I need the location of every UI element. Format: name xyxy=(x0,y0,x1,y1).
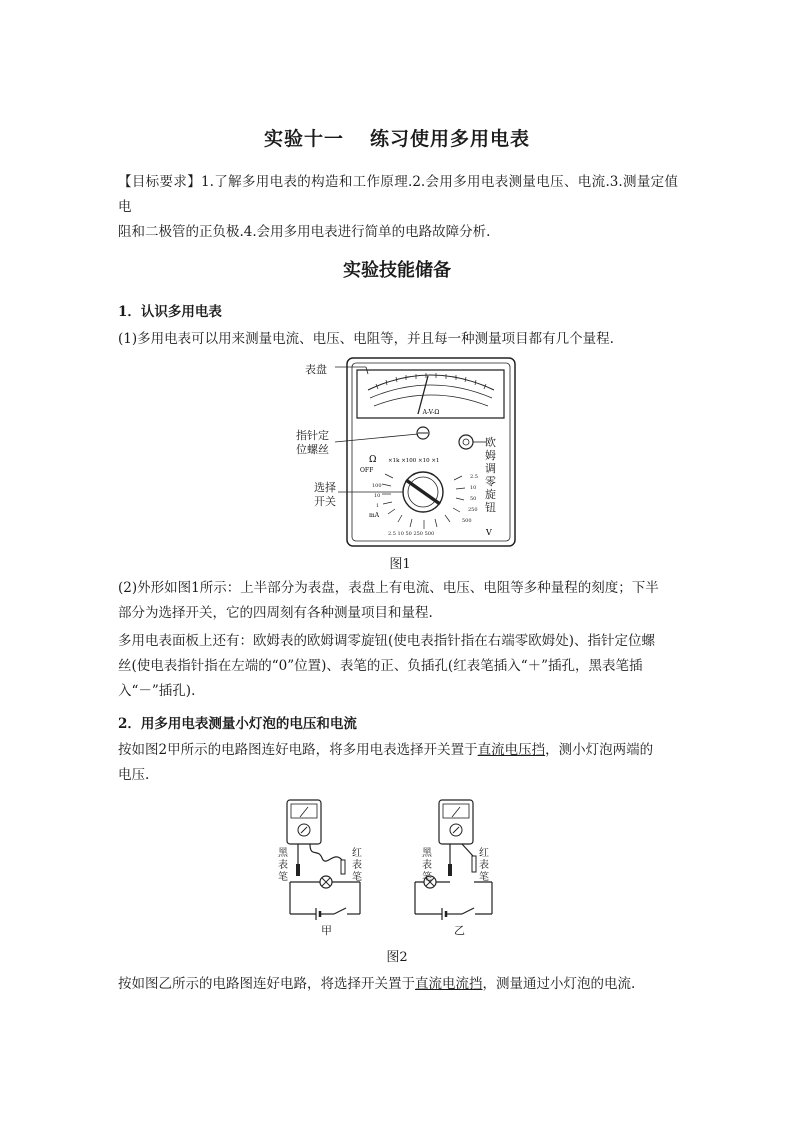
section2-p2 xyxy=(118,972,678,997)
goal-text-2: 阻和二极管的正负极.4.会用多用电表进行简单的电路故障分析. xyxy=(118,224,491,240)
circuit-a xyxy=(287,800,360,920)
black-probe-label-b: 黑表笔 xyxy=(422,848,432,883)
svg-text:1: 1 xyxy=(376,503,380,509)
section1-p3-line3: 入“－”插孔). xyxy=(118,683,196,699)
svg-text:10: 10 xyxy=(470,485,477,491)
section-title: 实验技能储备 xyxy=(343,260,451,281)
section2-p1-line1 xyxy=(118,738,678,763)
s2-post: ，测小灯泡两端的 xyxy=(545,742,654,758)
section2-p1-line2: 电压. xyxy=(118,767,150,783)
svg-text:100: 100 xyxy=(372,483,382,489)
section2-p1 xyxy=(118,738,678,788)
label-screw xyxy=(296,429,329,457)
red-probe-label-a: 红表笔 xyxy=(352,848,362,883)
page-title xyxy=(0,124,794,151)
svg-text:2.5 10 50 250 500: 2.5 10 50 250 500 xyxy=(388,531,435,537)
svg-text:2.5: 2.5 xyxy=(470,474,478,480)
off-label: OFF xyxy=(360,467,374,474)
ma-label: mA xyxy=(369,512,380,519)
goal-label: 【目标要求】 xyxy=(118,174,202,190)
goal-paragraph xyxy=(118,170,678,245)
goal-line1 xyxy=(118,170,678,220)
label-screw-1: 指针定 xyxy=(296,429,329,442)
s2-last-underline: 直流电流挡 xyxy=(415,976,483,992)
circuit-b-label: 乙 xyxy=(454,924,465,937)
label-screw-2: 位螺丝 xyxy=(296,443,329,456)
title-part1: 实验十一 xyxy=(263,128,344,150)
svg-text:250: 250 xyxy=(468,507,478,513)
label-switch-2: 开关 xyxy=(314,495,336,508)
s2-last-post: ，测量通过小灯泡的电流. xyxy=(482,976,636,992)
svg-text:500: 500 xyxy=(462,518,472,524)
omega-symbol: Ω xyxy=(369,455,377,465)
ohm-adjust-knob xyxy=(459,435,473,449)
section2-heading: 2．用多用电表测量小灯泡的电压和电流 xyxy=(118,716,357,732)
label-dial: 表盘 xyxy=(305,363,327,376)
label-ohm-knob: 欧姆调零旋钮 xyxy=(485,436,496,514)
section1-p2-line2: 部分为选择开关，它的四周刻有各种测量项目和量程. xyxy=(118,605,433,621)
circuit-a-label: 甲 xyxy=(321,924,332,937)
svg-text:10: 10 xyxy=(374,493,381,499)
label-switch-1: 选择 xyxy=(314,481,336,494)
v-label: V xyxy=(486,528,492,537)
label-switch xyxy=(314,481,336,509)
resistance-ranges: ×1k ×100 ×10 ×1 xyxy=(388,458,440,464)
section1-p3 xyxy=(118,629,678,704)
section1-p2 xyxy=(118,576,678,626)
red-probe-label-b: 红表笔 xyxy=(479,848,489,883)
black-probe-label-a: 黑表笔 xyxy=(278,848,288,883)
figure2-caption: 图2 xyxy=(386,950,408,965)
center-scale-text: A-V-Ω xyxy=(422,409,440,416)
s2-pre: 按如图2甲所示的电路图连好电路，将多用电表选择开关置于 xyxy=(118,742,478,758)
s2-last-pre: 按如图乙所示的电路图连好电路，将选择开关置于 xyxy=(118,976,415,992)
goal-text-1: 1.了解多用电表的构造和工作原理.2.会用多用电表测量电压、电流.3.测量定值电 xyxy=(118,174,678,215)
figure1-caption: 图1 xyxy=(389,557,411,572)
section1-p3-line1: 多用电表面板上还有：欧姆表的欧姆调零旋钮(使电表指针指在右端零欧姆处)、指针定位螺 xyxy=(118,633,656,649)
section1-p1: (1)多用电表可以用来测量电流、电压、电阻等，并且每一种测量项目都有几个量程. xyxy=(118,331,614,347)
s2-underline: 直流电压挡 xyxy=(477,742,546,758)
title-part2: 练习使用多用电表 xyxy=(370,128,531,150)
section1-p2-line1: (2)外形如图1所示：上半部分为表盘，表盘上有电流、电压、电阻等多种量程的刻度；下半 xyxy=(118,580,659,596)
section1-p3-line2: 丝(使电表指针指在左端的“0”位置)、表笔的正、负插孔(红表笔插入“＋”插孔，黑表笔插 xyxy=(118,658,643,674)
section1-heading: 1．认识多用电表 xyxy=(118,304,222,320)
svg-text:50: 50 xyxy=(470,496,477,502)
